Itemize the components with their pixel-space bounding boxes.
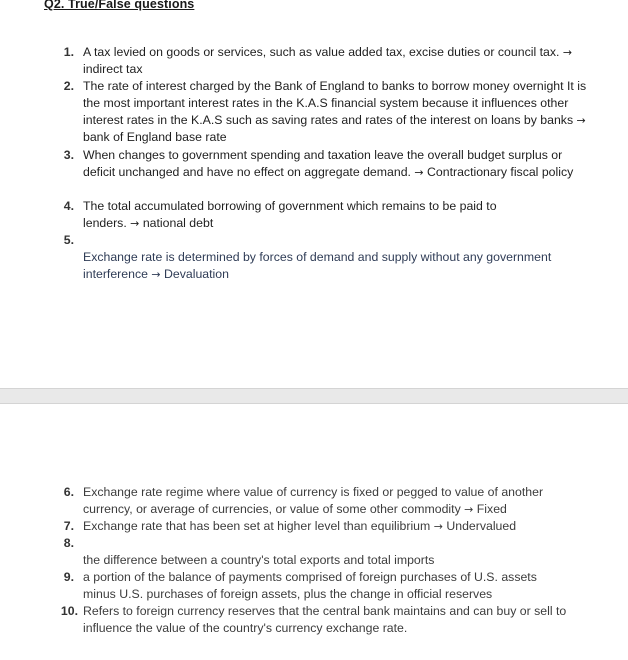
document-page-2 (0, 404, 628, 660)
list-item-3 (0, 147, 628, 198)
item-text (83, 198, 533, 232)
question-text: The total accumulated borrowing of government which remains to be paid to lenders. (83, 199, 497, 230)
page-break (0, 388, 628, 404)
arrow-icon: → (151, 268, 161, 281)
list-item-4 (0, 198, 628, 232)
item-number: 5. (63, 233, 74, 247)
arrow-icon: → (130, 217, 140, 230)
item-text: the difference between a country's total exports and total imports (83, 553, 435, 567)
list-item-10 (0, 603, 628, 637)
item-text: a portion of the balance of payments comprised of foreign purchases of U.S. assets minus U.S. purchases of foreign assets, plus the change in official reserves (83, 570, 537, 601)
answer-text: indirect tax (83, 62, 143, 76)
item-text (83, 147, 593, 181)
item-number: 9. (63, 570, 74, 584)
question-text: The rate of interest charged by the Bank of England to banks to borrow money overnight It is the most important interest rates in the K.A.S financial system because it influences other interest rates in the K.A.S such as saving rates and rates of the interest on loans by banks (83, 79, 587, 127)
question-text: Exchange rate is determined by forces of demand and supply without any government interference (83, 250, 552, 281)
question-text: Exchange rate regime where value of currency is fixed or pegged to value of another currency, or average of currencies, or value of some other commodity (83, 485, 544, 516)
list-item-8 (0, 535, 628, 569)
arrow-icon: → (576, 114, 586, 127)
item-number: 6. (63, 485, 74, 499)
answer-text: Devaluation (164, 267, 229, 281)
section-heading: Q2. True/False questions (44, 0, 195, 11)
arrow-icon: → (433, 520, 443, 533)
list-item-1 (0, 44, 628, 78)
answer-text: bank of England base rate (83, 130, 227, 144)
answer-text: national debt (142, 216, 214, 230)
list-item-5 (0, 232, 628, 284)
list-item-6 (0, 484, 628, 518)
list-item-9 (0, 569, 628, 603)
item-number: 10. (60, 604, 78, 618)
list-item-2 (0, 78, 628, 146)
item-text (83, 484, 573, 518)
arrow-icon: → (414, 166, 424, 179)
answer-text: Fixed (476, 502, 507, 516)
answer-text: Undervalued (446, 519, 517, 533)
item-text (83, 249, 583, 283)
item-number: 1. (63, 45, 74, 59)
arrow-icon: → (464, 503, 474, 516)
item-number: 2. (63, 79, 74, 93)
item-number: 3. (63, 148, 74, 162)
question-text: A tax levied on goods or services, such as value added tax, excise duties or council tax. (83, 45, 560, 59)
item-text (83, 44, 593, 78)
item-text: Refers to foreign currency reserves that the central bank maintains and can buy or sell to influence the value of the country's currency exchange rate. (83, 604, 567, 635)
question-text: Exchange rate that has been set at higher level than equilibrium (83, 519, 431, 533)
item-number: 4. (63, 199, 74, 213)
item-number: 8. (63, 536, 74, 550)
list-item-7 (0, 518, 628, 535)
item-number: 7. (63, 519, 74, 533)
answer-text: Contractionary fiscal policy (427, 165, 574, 179)
item-text (83, 518, 593, 535)
question-text: When changes to government spending and taxation leave the overall budget surplus or deficit unchanged and have no effect on aggregate demand. (83, 148, 563, 179)
item-text (83, 78, 593, 146)
arrow-icon: → (562, 46, 573, 59)
